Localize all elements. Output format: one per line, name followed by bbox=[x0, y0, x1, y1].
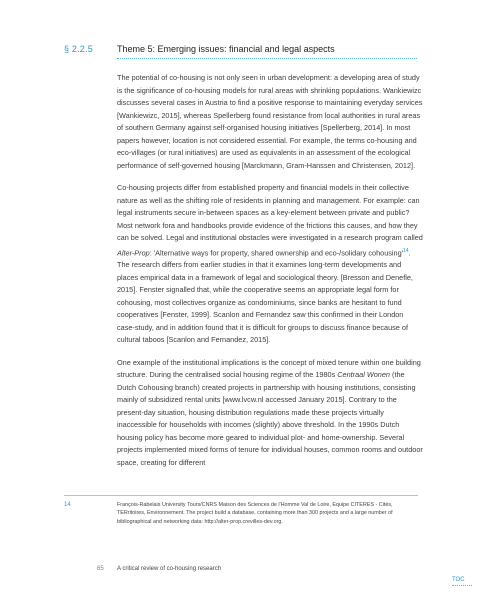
paragraph-3 bbox=[117, 357, 423, 470]
paragraph-2-text-c: . The research differs from earlier studies in that it examines long-term developments and places empirical data in a framework of legal and sociological theory. [Bresson and Denefle, 2015]. Fenster signalled that, while the cooperative seems an appropriate legal form for cohousing, most collectives organize as condominiums, since banks are hesitant to fund cooperatives [Fenster, 1999]. Scanlon and Fernandez saw this confirmed in their London case-study, and in addition found that it is difficult for groups to discuss finance because of cultural taboos [Scanlon and Fernandez, 2015]. bbox=[117, 247, 413, 345]
section-number: § 2.2.5 bbox=[64, 44, 93, 54]
section-title-divider bbox=[117, 58, 417, 59]
body-text bbox=[117, 72, 423, 479]
toc-link-underline bbox=[452, 585, 472, 586]
paragraph-2-italic: Alter-Prop bbox=[117, 247, 150, 257]
paragraph-3-text-b: (the Dutch Cohousing branch) created projects in partnership with housing institutions, consisting mainly of subsidized rental units [www.lvcw.nl accessed January 2015]. Contrary to the present-day situation, housing distribution regulations made these projects virtually inaccessible for households with incomes (slightly) above threshold. In the 1990s Dutch housing policy has become more geared to individual plot- and home-ownership. Several projects implemented mixed forms of tenure for individual houses, common rooms and outdoor space, creating for different bbox=[117, 370, 423, 467]
paragraph-3-text-a: One example of the institutional implications is the concept of mixed tenure within one building structure. During the centralised social housing regime of the 1980s bbox=[117, 357, 421, 380]
toc-link[interactable]: TOC bbox=[452, 577, 465, 583]
footnote-text: François-Rabelais University Tours/CNRS Maison des Sciences de l'Homme Val de Loire, Equipe CITERES - Cités, TERritoires, Environnement. The project build a database, containing more than 300 projects and a large number of bibliographical and networking data: http://alter-prop.crevilles-dev.org. bbox=[117, 502, 393, 525]
paragraph-2-text-a: Co-housing projects differ from established property and financial models in their collective nature as well as the shifting role of residents in planning and management. For example: can legal instruments secure in-between spaces as a key-element between private and public? Most network fora and handbooks provide evidence of the frictions this causes, and how they can be solved. Legal and institutional obstacles were investigated in a research program called bbox=[117, 183, 423, 242]
footnote-divider bbox=[64, 495, 418, 496]
paragraph-3-italic: Centraal Wonen bbox=[337, 370, 390, 380]
running-title: A critical review of co-housing research bbox=[117, 566, 222, 572]
paragraph-2-text-b: : 'Alternative ways for property, shared ownership and eco-/solidary cohousing' bbox=[149, 247, 404, 257]
footnote-reference[interactable]: 14 bbox=[403, 247, 409, 254]
paragraph-1: The potential of co-housing is not only seen in urban development: a developing area of study is the significance of co-housing models for rural areas with shrinking populations. Wankiewizc discusses several cases in Austria to find a positive response to maintaining everyday services [Wankiewizc, 2015], whereas Spellerberg found resistance from local authorities in rural areas of southern Germany against self-organised housing initiatives [Spellerberg, 2014]. In most papers however, location is not considered essential. For example, the terms co-housing and eco-villages (or rural initiatives) are used as equivalents in an assessment of the ecological performance of self-governed housing [Marckmann, Gram-Hanssen and Christensen, 2012]. bbox=[117, 73, 423, 170]
page-number: 65 bbox=[97, 566, 104, 572]
section-title: Theme 5: Emerging issues: financial and legal aspects bbox=[117, 44, 335, 54]
footnote-number: 14 bbox=[64, 502, 71, 508]
paragraph-2 bbox=[117, 182, 423, 347]
